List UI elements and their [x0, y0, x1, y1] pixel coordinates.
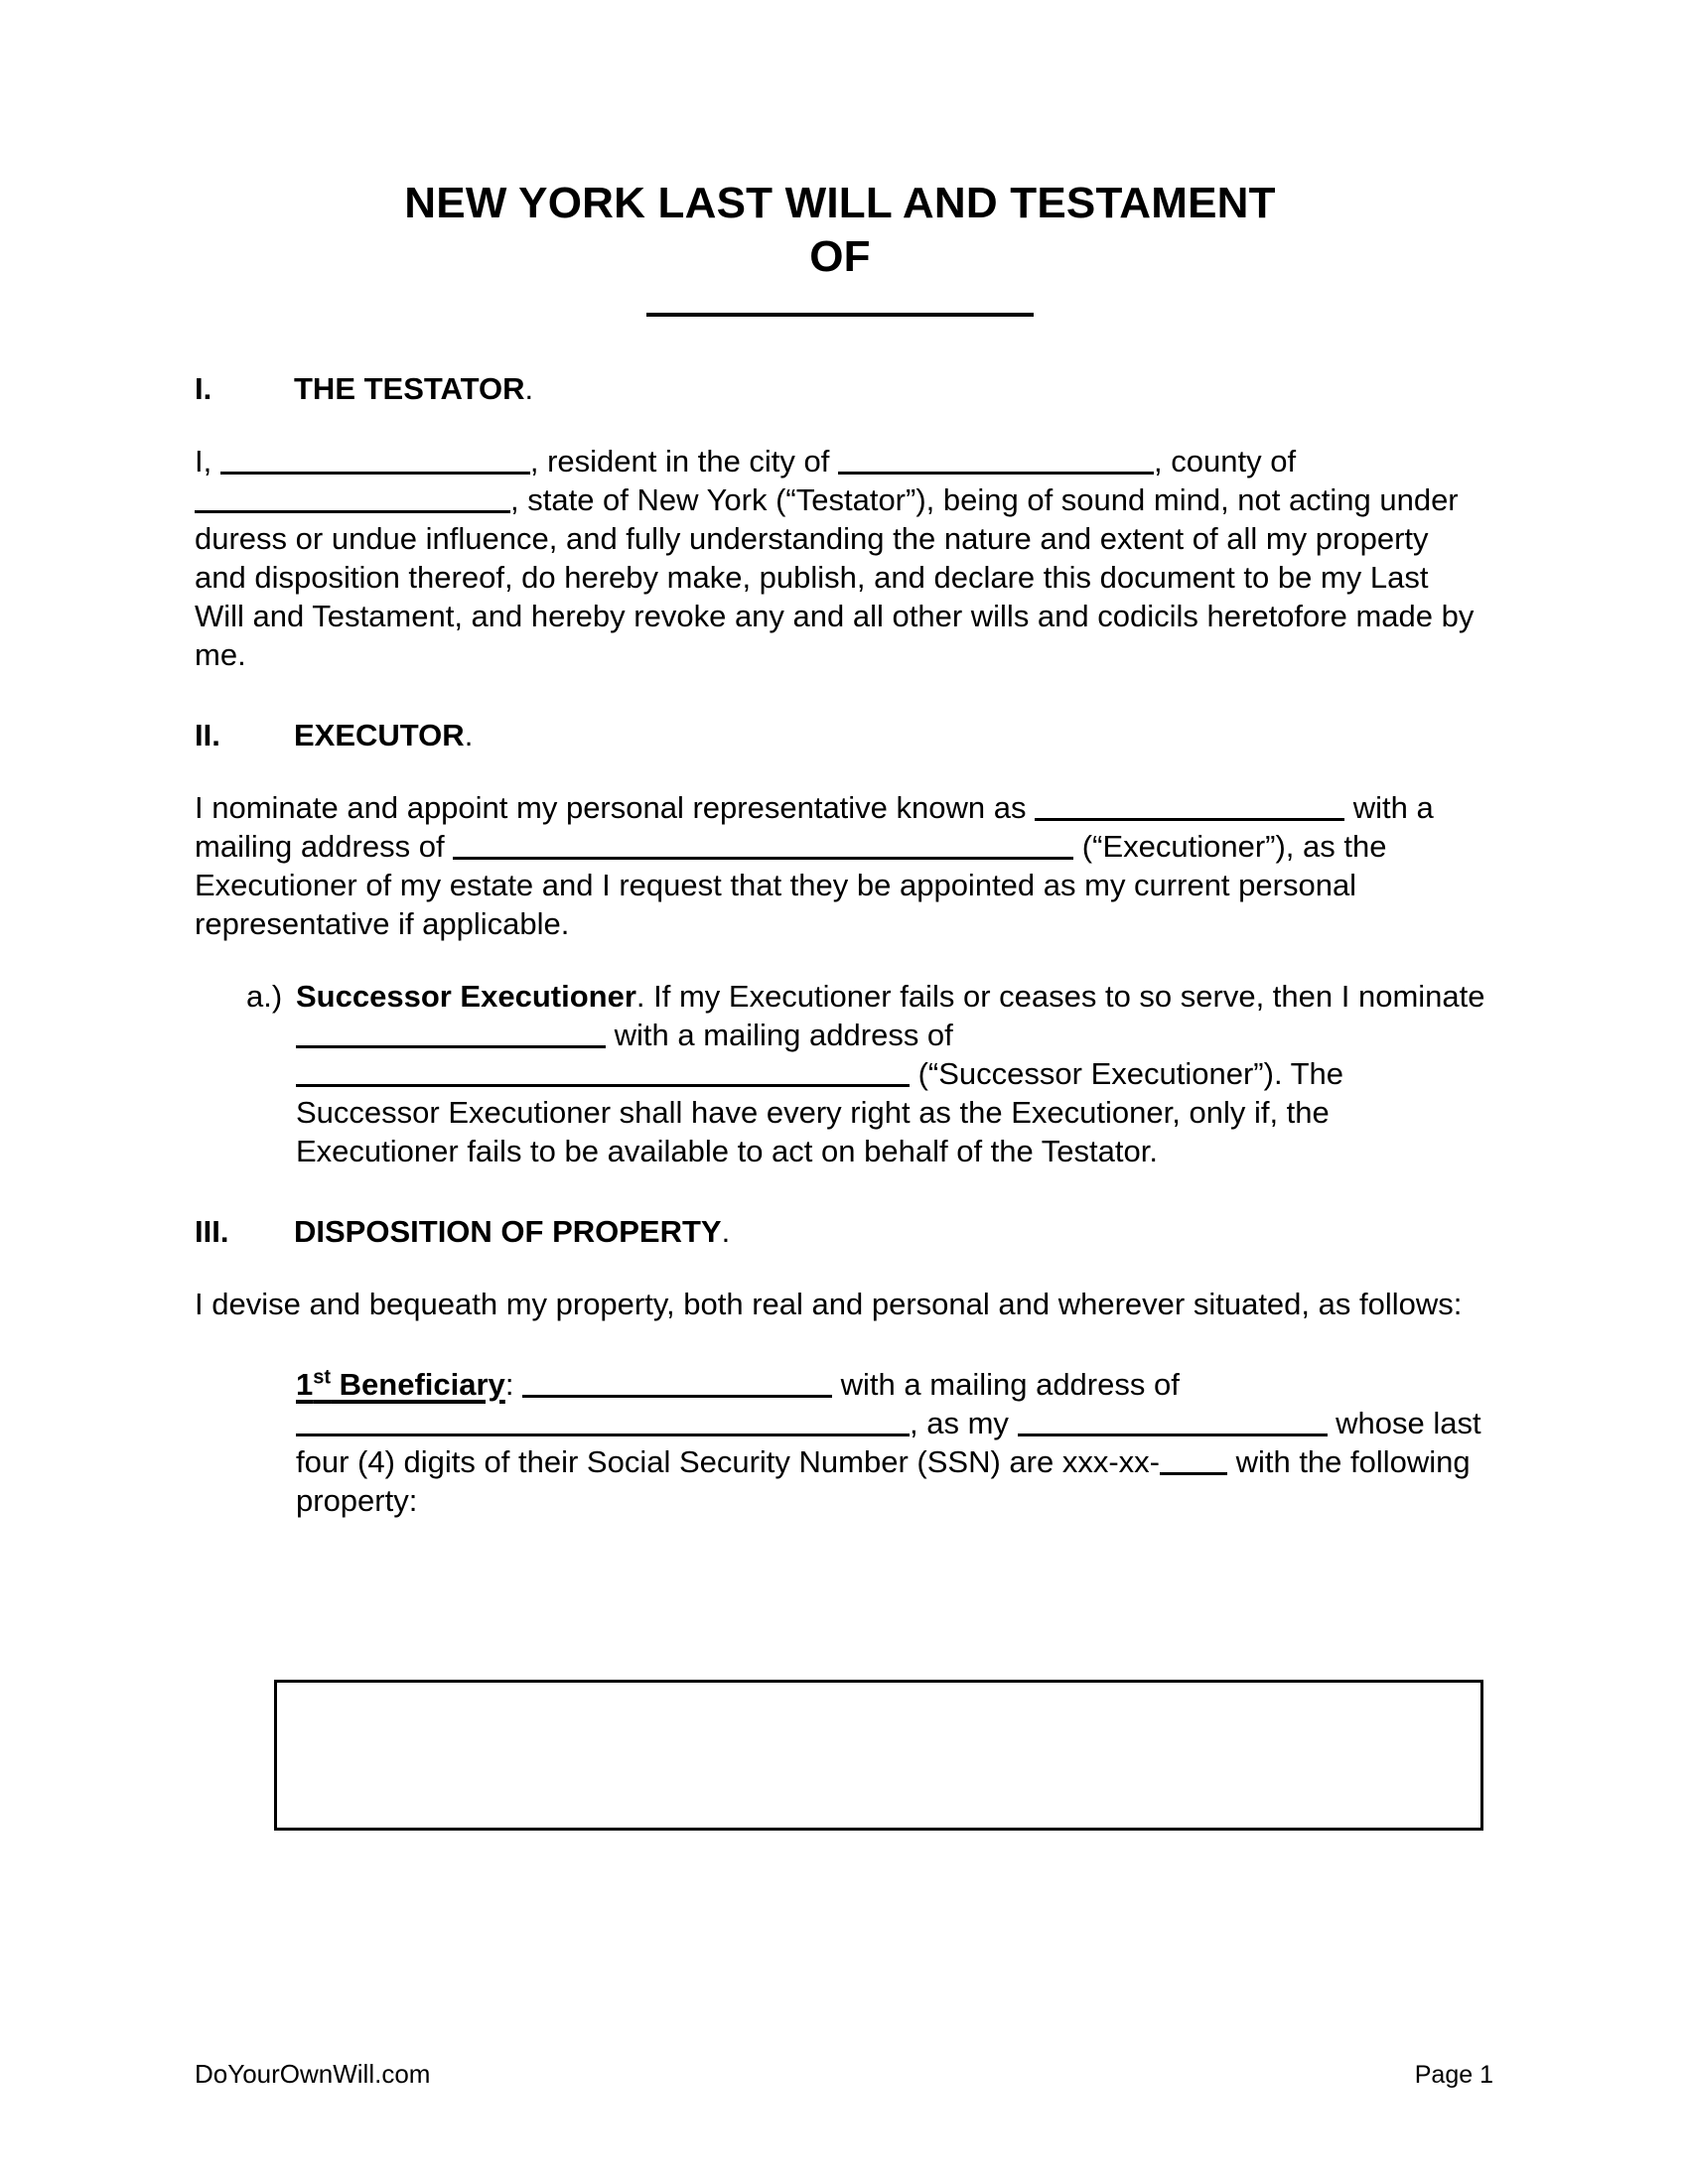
section-title-executor: EXECUTOR [294, 718, 465, 752]
footer-page-number: Page 1 [1414, 2061, 1493, 2089]
document-content [195, 0, 1485, 1520]
testator-text-2: , resident in the city of [529, 444, 838, 478]
page-footer [195, 2058, 1493, 2091]
beneficiary-text-2: with a mailing address of [832, 1367, 1180, 1402]
section-numeral-ii: II. [195, 718, 220, 752]
executor-text-2: with a mailing address of [195, 790, 1434, 864]
beneficiary-text-3: , as my [910, 1406, 1018, 1440]
footer-site-name: DoYourOwnWill.com [195, 2059, 431, 2089]
page-title-line-2: OF [809, 232, 871, 281]
successor-text-2: with a mailing address of [606, 1018, 953, 1052]
executor-text-3: (“Executioner”), as the Executioner of my estate and I request that they be appointed as my current personal representative if applicable. [195, 829, 1387, 941]
beneficiary-ssn-last4-blank[interactable] [1160, 1447, 1227, 1475]
section-numeral-i: I. [195, 371, 212, 406]
section-heading-testator [195, 369, 1485, 408]
section-title-testator: THE TESTATOR [294, 371, 525, 406]
executor-paragraph [195, 788, 1485, 943]
testator-city-blank[interactable] [838, 447, 1154, 475]
section-heading-disposition [195, 1212, 1485, 1251]
successor-name-blank[interactable] [296, 1021, 606, 1048]
testator-text-3: , [1154, 444, 1163, 478]
testator-name-blank-wrapper [195, 312, 1485, 336]
testator-county-blank[interactable] [195, 485, 510, 513]
section-title-disposition: DISPOSITION OF PROPERTY [294, 1214, 722, 1249]
executor-text-1: I nominate and appoint my personal representative known as [195, 790, 1036, 825]
section-heading-executor [195, 716, 1485, 754]
testator-fullname-blank[interactable] [220, 447, 530, 475]
section-numeral-iii: III. [195, 1214, 229, 1249]
beneficiary-label-text: Beneficiary [331, 1367, 505, 1402]
successor-address-blank[interactable] [296, 1059, 910, 1087]
beneficiary-text-5: with the following property: [296, 1444, 1471, 1518]
beneficiary-address-blank[interactable] [296, 1409, 910, 1436]
successor-label: Successor Executioner [296, 979, 636, 1014]
beneficiary-ordinal: 1 [296, 1367, 314, 1402]
successor-text-1: . If my Executioner fails or ceases to so serve, then I nominate [635, 979, 1485, 1014]
testator-name-blank[interactable] [646, 312, 1034, 317]
document-title-block [195, 0, 1485, 336]
beneficiary-text-4: whose last four (4) digits of their Social Security Number (SSN) are xxx-xx- [296, 1406, 1481, 1479]
testator-paragraph [195, 442, 1485, 674]
beneficiary-name-blank[interactable] [522, 1370, 832, 1398]
testator-text-5: , state of New York (“Testator”), being of sound mind, not acting under duress or undue influence, and fully understanding the nature and extent of all my property and disposition thereof, do hereby make, publish, and declare this document to be my Last Will and Testament, and hereby revoke any and all other wills and codicils heretofore made by me. [195, 482, 1475, 672]
testator-text-4: county of [1171, 444, 1297, 478]
successor-text-3: (“Successor Executioner”). The Successor Executioner shall have every right as the Executioner, only if, the Executioner fails to be available to act on behalf of the Testator. [296, 1056, 1344, 1168]
disposition-paragraph [195, 1285, 1485, 1323]
first-beneficiary-block [296, 1365, 1485, 1520]
beneficiary-text-1: : [504, 1367, 523, 1402]
testator-text-1: I, [195, 444, 220, 478]
executor-name-blank[interactable] [1035, 793, 1344, 821]
page-title-line-1: NEW YORK LAST WILL AND TESTAMENT [404, 179, 1276, 227]
executor-address-blank[interactable] [453, 832, 1073, 860]
section-title-executor-period: . [464, 718, 474, 752]
successor-executioner-item [246, 977, 1485, 1170]
successor-item-marker: a.) [246, 979, 283, 1014]
disposition-text-1: I devise and bequeath my property, both real and personal and wherever situated, as follows: [195, 1287, 1463, 1321]
beneficiary-ordinal-suffix: st [313, 1366, 332, 1389]
section-title-disposition-period: . [721, 1214, 731, 1249]
beneficiary-property-textbox[interactable] [274, 1680, 1483, 1831]
beneficiary-relationship-blank[interactable] [1018, 1409, 1328, 1436]
section-title-testator-period: . [524, 371, 534, 406]
first-beneficiary-label [296, 1367, 505, 1402]
